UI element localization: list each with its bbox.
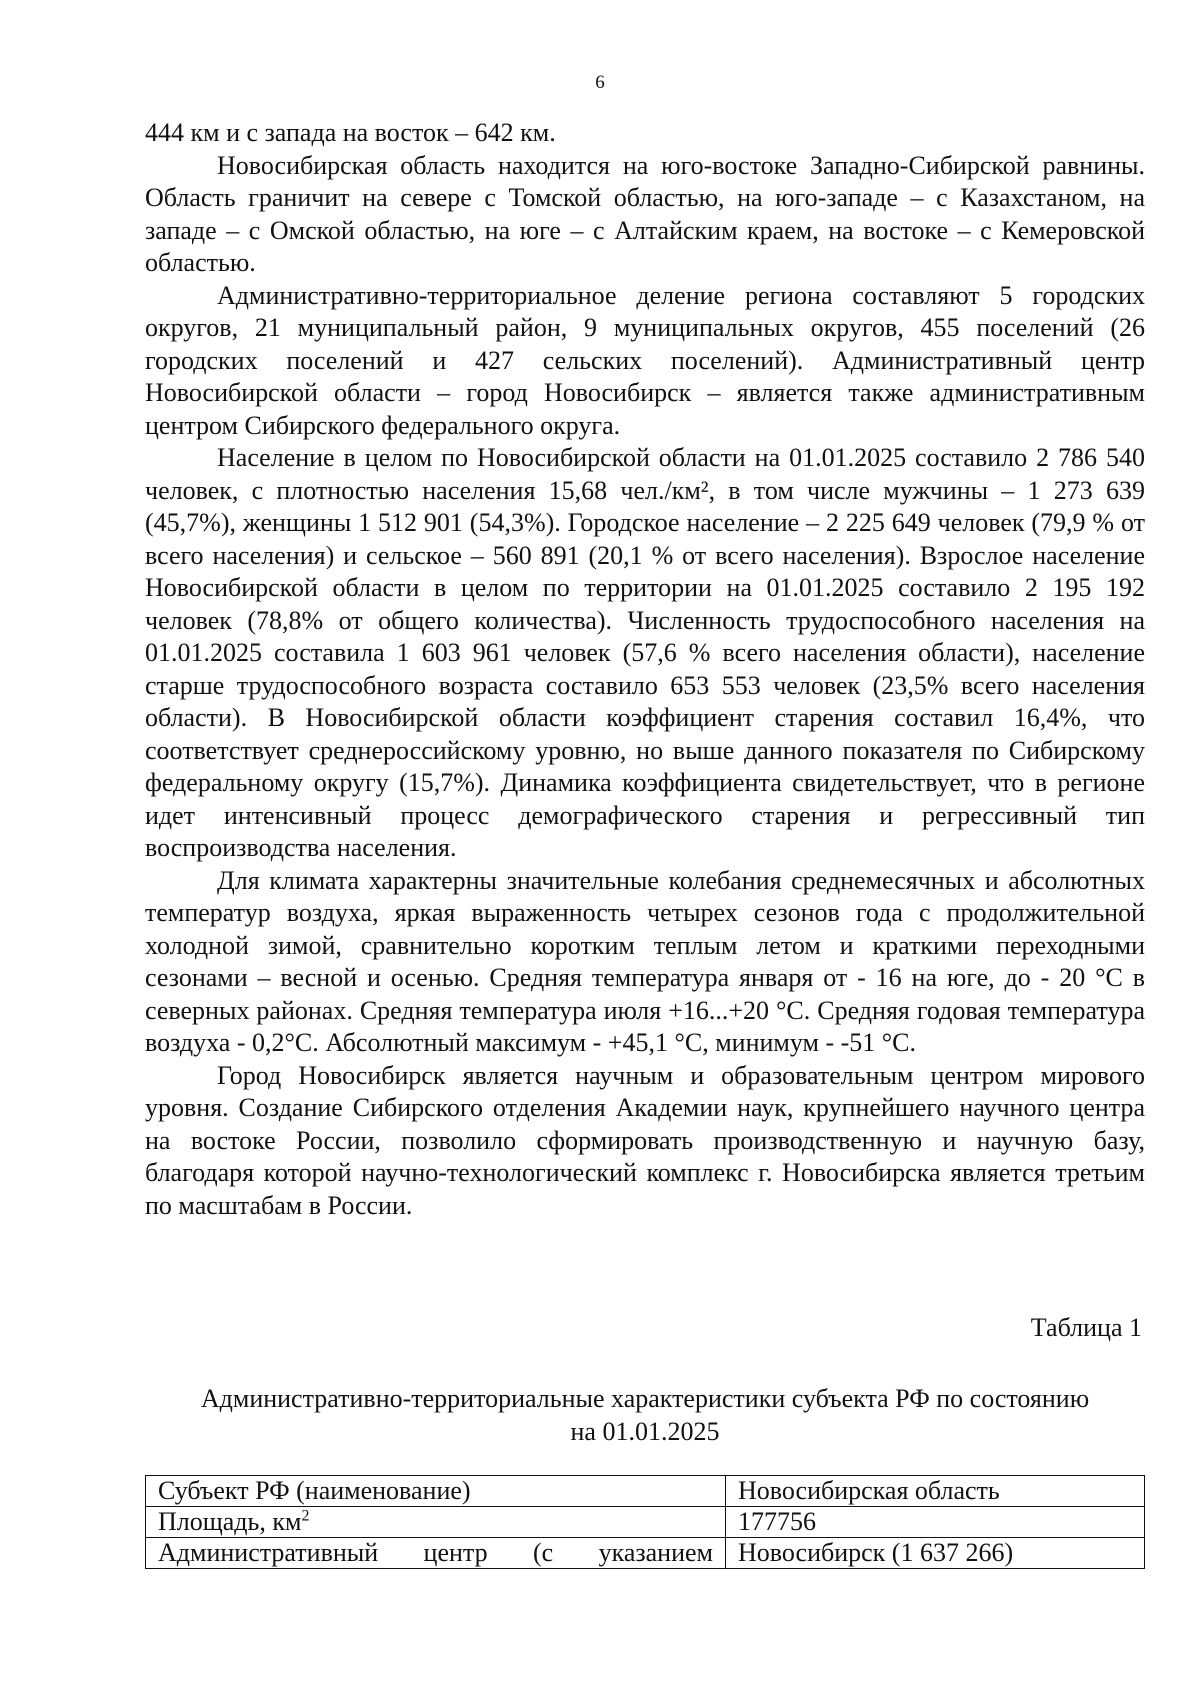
- paragraph-administrative-division: Административно-территориальное деление региона составляют 5 городских округов, 21 муниципальный район, 9 муниципальных округов, 455 поселений (26 городских поселений и 427 сельских поселений). Административный центр Новосибирской области – город Новосибирск – является также административным центром Сибирского федерального округа.: [145, 280, 1145, 440]
- table-row: [146, 1476, 1145, 1507]
- table-cell-label: Субъект РФ (наименование): [146, 1476, 726, 1507]
- paragraph-science-center: Город Новосибирск является научным и образовательным центром мирового уровня. Создание Сибирского отделения Академии наук, крупнейшего научного центра на востоке России, позволило сформировать производственную и научную базу, благодаря которой научно-технологический комплекс г. Новосибирска является третьим по масштабам в России.: [145, 1060, 1145, 1220]
- superscript: 2: [301, 1507, 310, 1525]
- paragraph-population: Население в целом по Новосибирской области на 01.01.2025 составило 2 786 540 человек, с плотностью населения 15,68 чел./км², в том числе мужчины – 1 273 639 (45,7%), женщины 1 512 901 (54,3%). Городское население – 2 225 649 человек (79,9 % от всего населения) и сельское – 560 891 (20,1 % от всего населения). Взрослое население Новосибирской области в целом по территории на 01.01.2025 составило 2 195 192 человек (78,8% от общего количества). Численность трудоспособного населения на 01.01.2025 составила 1 603 961 человек (57,6 % всего населения области), население старше трудоспособного возраста составило 653 553 человек (23,5% всего населения области). В Новосибирской области коэффициент старения составил 16,4%, что соответствует среднероссийскому уровню, но выше данного показателя по Сибирскому федеральному округу (15,7%). Динамика коэффициента свидетельствует, что в регионе идет интенсивный процесс демографического старения и регрессивный тип воспроизводства населения.: [145, 443, 1145, 862]
- table-row: [146, 1538, 1145, 1569]
- paragraph-continuation: 444 км и с запада на восток – 642 км.: [145, 118, 556, 147]
- table-cell-label: Административный центр (с указанием: [146, 1538, 726, 1569]
- table-cell-value: Новосибирская область: [726, 1476, 1145, 1507]
- paragraph-climate: Для климата характерны значительные колебания среднемесячных и абсолютных температур воздуха, яркая выраженность четырех сезонов года с продолжительной холодной зимой, сравнительно коротким теплым летом и краткими переходными сезонами – весной и осенью. Средняя температура января от - 16 на юге, до - 20 °С в северных районах. Средняя температура июля +16...+20 °С. Средняя годовая температура воздуха - 0,2°С. Абсолютный максимум - +45,1 °С, минимум - -51 °С.: [145, 865, 1145, 1057]
- characteristics-table: [145, 1475, 1145, 1569]
- table-cell-label-text: Площадь, км: [158, 1507, 302, 1536]
- table-title-line-1: Административно-территориальные характеристики субъекта РФ по состоянию: [200, 1384, 1090, 1413]
- table-cell-value: 177756: [726, 1507, 1145, 1538]
- table-caption: Таблица 1: [1030, 1313, 1142, 1342]
- table-row: [146, 1507, 1145, 1538]
- table-title-line-2: на 01.01.2025: [570, 1416, 720, 1446]
- table-cell-value: Новосибирск (1 637 266): [726, 1538, 1145, 1569]
- text-body: [145, 117, 1145, 1222]
- page-number: 6: [595, 72, 605, 93]
- paragraph-geography: Новосибирская область находится на юго-востоке Западно-Сибирской равнины. Область граничит на севере с Томской областью, на юго-западе – с Казахстаном, на западе – с Омской областью, на юге – с Алтайским краем, на востоке – с Кемеровской областью.: [145, 150, 1145, 277]
- table-title: [145, 1383, 1145, 1448]
- table-cell-label: [146, 1507, 726, 1538]
